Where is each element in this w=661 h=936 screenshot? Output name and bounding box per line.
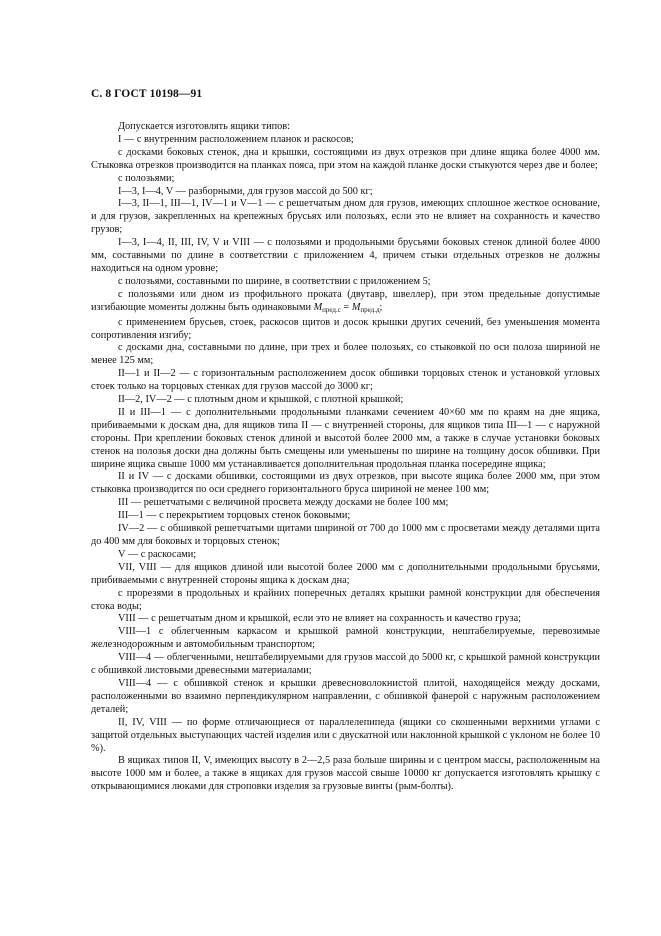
paragraph: V — с раскосами; <box>118 548 197 560</box>
formula-rhs-subscript: пред.д <box>360 305 380 314</box>
paragraph: II—2, IV—2 — с плотным дном и крышкой, с плотной крышкой; <box>118 394 404 406</box>
formula-paragraph <box>91 289 600 317</box>
formula-equals: = <box>340 301 352 313</box>
paragraph: VIII — с решетчатым дном и крышкой, если это не влияет на сохранность и качество груза; <box>118 613 522 625</box>
formula-end: ; <box>379 301 383 313</box>
paragraph: В ящиках типов II, V, имеющих высоту в 2—2,5 раза больше ширины и с центром массы, расположенным на высоте 1000 мм и более, а также в ящиках для грузов массой свыше 10000 кг допускается изготовлять крышку с открывающимися люками для строповки изделия за грузовые винты (рым-болты). <box>91 755 600 793</box>
paragraph: VII, VIII — для ящиков длиной или высотой более 2000 мм с дополнительными продольными брусьями, прибиваемыми с внутренней стороны ящика к доскам дна; <box>91 561 600 586</box>
paragraph: II и III—1 — с дополнительными продольными планками сечением 40×60 мм по краям на дне ящика, прибиваемыми к доскам дна, для ящиков типа II — с внутренней стороны, для ящиков типа III—1 — с наружной стороны. При креплении боковых стенок длиной и высотой более 2000 мм, а также в случае установки боковых стенок на полозья доски дна должны быть смещены или уменьшены по ширине на толщину досок обшивки. При ширине ящика свыше 1000 мм устанавливается дополнительная продольная планка посередине ящика; <box>91 406 600 470</box>
paragraph: II—1 и II—2 — с горизонтальным расположением досок обшивки торцовых стенок и установкой угловых стоек только на торцовых стенках для грузов массой до 3000 кг; <box>91 368 600 393</box>
formula-lhs: M <box>313 301 323 313</box>
paragraph: Допускается изготовлять ящики типов: <box>118 121 290 132</box>
formula-rhs: M <box>351 301 361 313</box>
paragraph: I — с внутренним расположением планок и раскосов; <box>118 133 354 145</box>
paragraph: IV—2 — с обшивкой решетчатыми щитами шириной от 700 до 1000 мм с просветами между деталями щита до 400 мм для боковых и торцовых стенок; <box>91 523 600 547</box>
paragraph: II и IV — с досками обшивки, состоящими из двух отрезков, при высоте ящика более 2000 мм, при этом стыковка производится по оси среднего горизонтального бруса шириной не менее 100 мм; <box>91 471 600 496</box>
formula-text: с полозьями или дном из профильного проката (двутавр, швеллер), при этом предельные допустимые изгибающие моменты должны быть одинаковыми <box>91 288 600 313</box>
paragraph: III—1 — с перекрытием торцовых стенок боковыми; <box>118 510 351 522</box>
paragraph: VIII—4 — облегченными, нештабелируемыми для грузов массой до 5000 кг, с крышкой рамной конструкции с обшивкой листовыми древесными материалами; <box>91 652 600 677</box>
paragraph: с досками дна, составными по длине, при трех и более полозьях, со стыковкой по оси полоза шириной не менее 125 мм; <box>91 342 600 367</box>
paragraph: с полозьями; <box>118 172 175 184</box>
paragraph: I—3, II—1, III—1, IV—1 и V—1 — с решетчатым дном для грузов, имеющих сплошное жесткое основание, и для грузов, закрепленных на крепежных брусьях или полозьях, если это не влияет на сохранность и качество грузов; <box>91 198 600 236</box>
paragraph: с применением брусьев, стоек, раскосов щитов и досок крышки других сечений, без уменьшения момента сопротивления изгибу; <box>91 316 600 341</box>
paragraph: с полозьями, составными по ширине, в соответствии с приложением 5; <box>118 275 431 287</box>
paragraph: VIII—4 — с обшивкой стенок и крышки древесноволокнистой плитой, находящейся между досками, расположенными во взаимно перпендикулярном направлении, с обшивкой фанерой с наружным расположением деталей; <box>91 677 600 715</box>
paragraph: II, IV, VIII — по форме отличающиеся от параллелепипеда (ящики со скошенными верхними углами с защитой отдельных выступающих частей изделия или с двускатной или наклонной крышкой с уклоном не более 10 %). <box>91 716 600 754</box>
paragraph: III — решетчатыми с величиной просвета между досками не более 100 мм; <box>118 497 449 509</box>
document-body <box>91 121 600 794</box>
formula-lhs-subscript: пред.с <box>322 305 341 314</box>
paragraph: VIII—1 с облегченным каркасом и крышкой рамной конструкции, нештабелируемые, перевозимые железнодорожным и автомобильным транспортом; <box>91 626 600 651</box>
paragraph: I—3, I—4, V — разборными, для грузов массой до 500 кг; <box>118 185 373 197</box>
paragraph: I—3, I—4, II, III, IV, V и VIII — с полозьями и продольными брусьями боковых стенок длиной более 4000 мм, составными по длине в соответствии с приложением 4, причем стыки отдельных отрезков не должны находиться на одном уровне; <box>91 237 600 274</box>
page-header: С. 8 ГОСТ 10198—91 <box>91 88 203 100</box>
paragraph: с прорезями в продольных и крайних поперечных деталях крышки рамной конструкции для обеспечения стока воды; <box>91 587 600 612</box>
paragraph: с досками боковых стенок, дна и крышки, состоящими из двух отрезков при длине ящика более 4000 мм. Стыковка отрезков производится на планках пояса, при этом на каждой планке доски стыкуются через две и более; <box>91 146 600 171</box>
